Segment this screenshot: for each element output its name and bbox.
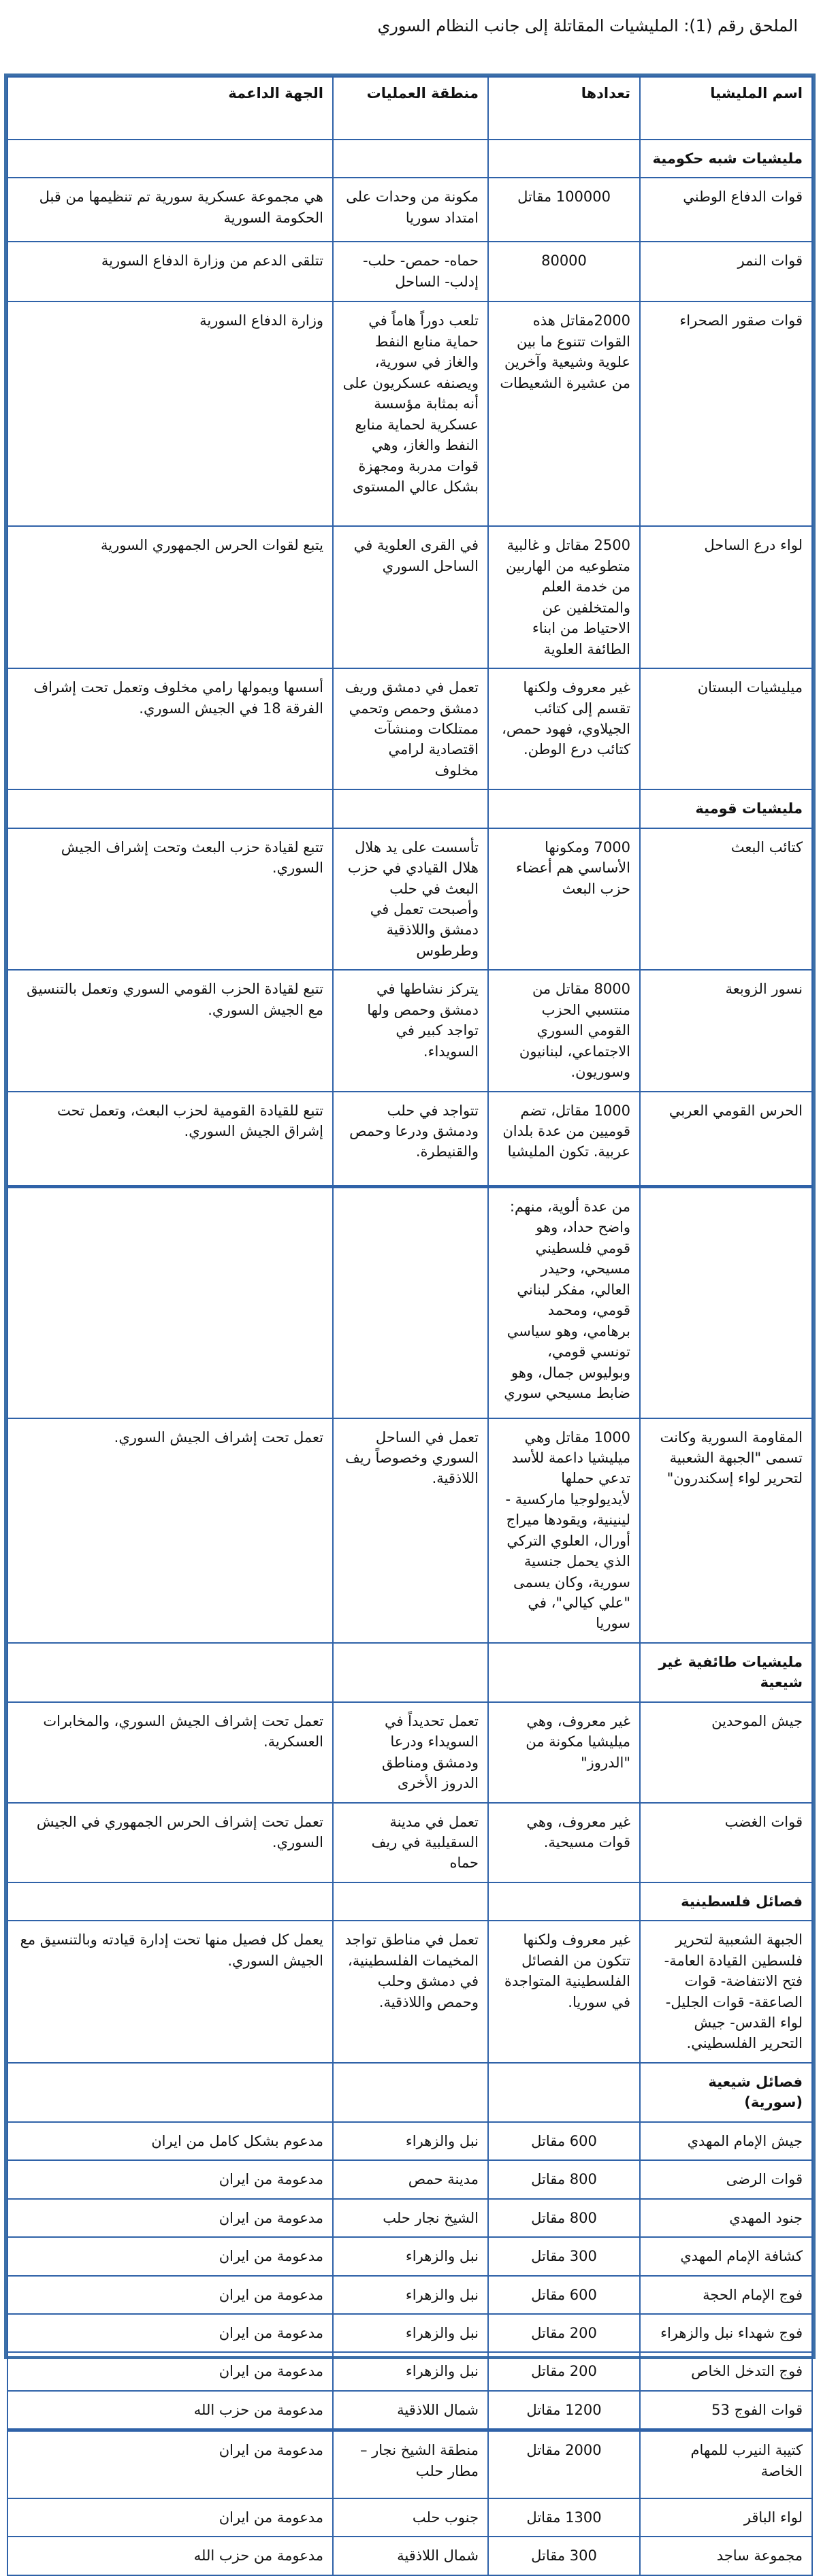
cell-count: غير معروف ولكنها تقسم إلى كتائب الجيلاوي، فهود حمص، كتائب درع الوطن. [488, 668, 640, 789]
cell-count: 1000 مقاتل، تضم قوميين من عدة بلدان عربية. تكون المليشيا [488, 1092, 640, 1187]
cell-name: مجموعة ساجد [640, 2537, 812, 2575]
section-title: مليشيات طائفية غير شيعية [640, 1643, 812, 1702]
cell-area: نبل والزهراء [333, 2352, 488, 2390]
cell-name: قوات الفوج 53 [640, 2391, 812, 2430]
cell-name: الجبهة الشعبية لتحرير فلسطين القيادة العامة- فتح الانتفاضة- قوات الصاعقة- قوات الجليل- لواء القدس- جيش التحرير الفلسطيني. [640, 1921, 812, 2063]
cell-support: يتبع لقوات الحرس الجمهوري السورية [7, 526, 333, 668]
cell-support: تعمل تحت إشراف الجيش السوري. [7, 1418, 333, 1643]
cell-count: 600 مقاتل [488, 2276, 640, 2314]
cell-support: تتبع للقيادة القومية لحزب البعث، وتعمل تحت إشراق الجيش السوري. [7, 1092, 333, 1187]
cell-count: 2000مقاتل هذه القوات تتنوع ما بين علوية وشيعية وآخرين من عشيرة الشعيطات [488, 301, 640, 526]
header-support: الجهة الداعمة [7, 77, 333, 140]
table-row [7, 2537, 812, 2575]
cell-name: جيش الموحدين [640, 1702, 812, 1803]
cell-name: كشافة الإمام المهدي [640, 2237, 812, 2275]
cell-count: غير معروف، وهي ميليشيا مكونة من "الدروز" [488, 1702, 640, 1803]
table-row [7, 970, 812, 1091]
cell-count: 2500 مقاتل و غالبية متطوعيه من الهاربين من خدمة العلم والمتخلفين عن الاحتياط من ابناء الطائفة العلوية [488, 526, 640, 668]
table-row [7, 178, 812, 242]
cell-support: مدعومة من ايران [7, 2352, 333, 2390]
cell-count: 200 مقاتل [488, 2314, 640, 2352]
cell-count: 600 مقاتل [488, 2122, 640, 2160]
cell-area: تأسست على يد هلال هلال القيادي في حزب البعث في حلب وأصبحت تعمل في دمشق واللاذقية وطرطوس [333, 828, 488, 971]
cell-name: كتيبة النيرب للمهام الخاصة [640, 2430, 812, 2498]
cell-count: 8000 مقاتل من منتسبي الحزب القومي السوري الاجتماعي، لبنانيون وسوريون. [488, 970, 640, 1091]
cell-area: نبل والزهراء [333, 2276, 488, 2314]
table-row [7, 1418, 812, 1643]
table-row [7, 242, 812, 301]
cell-area: جنوب حلب [333, 2498, 488, 2537]
cell-count: 800 مقاتل [488, 2199, 640, 2237]
table-row [7, 1092, 812, 1187]
document-title: الملحق رقم (1): المليشيات المقاتلة إلى جانب النظام السوري [377, 16, 798, 35]
cell-name: قوات النمر [640, 242, 812, 301]
header-area: منطقة العمليات [333, 77, 488, 140]
cell-support: مدعومة من حزب الله [7, 2537, 333, 2575]
cell-count: غير معروف ولكنها تتكون من الفصائل الفلسطينية المتواجدة في سوريا. [488, 1921, 640, 2063]
header-count: تعدادها [488, 77, 640, 140]
table-row [7, 301, 812, 526]
section-title: مليشيات شبه حكومية [640, 140, 812, 178]
cell-support: مدعومة من ايران [7, 2498, 333, 2537]
table-row [7, 2430, 812, 2498]
table-row [7, 2352, 812, 2390]
table-row [7, 526, 812, 668]
cell-area: الشيخ نجار حلب [333, 2199, 488, 2237]
table-row [7, 2276, 812, 2314]
cell-area: تعمل في مدينة السقيلبية في ريف حماه [333, 1803, 488, 1882]
cell-name: الحرس القومي العربي [640, 1092, 812, 1187]
cell-area: نبل والزهراء [333, 2237, 488, 2275]
cell-name: قوات الرضى [640, 2160, 812, 2198]
cell-count: 300 مقاتل [488, 2537, 640, 2575]
cell-support: أسسها ويمولها رامي مخلوف وتعمل تحت إشراف الفرقة 18 في الجيش السوري. [7, 668, 333, 789]
cell-count: 800 مقاتل [488, 2160, 640, 2198]
table-row [7, 2314, 812, 2352]
cell-area: مدينة حمص [333, 2160, 488, 2198]
cell-count: 1300 مقاتل [488, 2498, 640, 2537]
cell-area: تتواجد في حلب ودمشق ودرعا وحمص والقنيطرة. [333, 1092, 488, 1187]
section-title: فصائل شيعية (سورية) [640, 2063, 812, 2122]
cell-name: قوات الغضب [640, 1803, 812, 1882]
table-row [7, 668, 812, 789]
table-row [7, 2237, 812, 2275]
cell-area: نبل والزهراء [333, 2314, 488, 2352]
cell-support: تعمل تحت إشراف الحرس الجمهوري في الجيش السوري. [7, 1803, 333, 1882]
cell-count: 1200 مقاتل [488, 2391, 640, 2430]
section-title: مليشيات قومية [640, 789, 812, 828]
cell-name: ميليشيات البستان [640, 668, 812, 789]
cell-name: جنود المهدي [640, 2199, 812, 2237]
cell-area: في القرى العلوية في الساحل السوري [333, 526, 488, 668]
cell-name: المقاومة السورية وكانت تسمى "الجبهة الشعبية لتحرير لواء إسكندرون" [640, 1418, 812, 1643]
cell-area: تعمل تحديداً في السويداء ودرعا ودمشق ومناطق الدروز الأخرى [333, 1702, 488, 1803]
cell-count: 2000 مقاتل [488, 2430, 640, 2498]
table-header-row [7, 77, 812, 140]
cell-count: 100000 مقاتل [488, 178, 640, 242]
cell-support: مدعومة من ايران [7, 2276, 333, 2314]
cell-support: وزارة الدفاع السورية [7, 301, 333, 526]
table-row [7, 2160, 812, 2198]
table-row [7, 2122, 812, 2160]
section-row [7, 2063, 812, 2122]
cell-count: 7000 ومكونها الأساسي هم أعضاء حزب البعث [488, 828, 640, 971]
cell-count: غير معروف، وهي قوات مسيحية. [488, 1803, 640, 1882]
cell-support: تتبع لقيادة الحزب القومي السوري وتعمل بالتنسيق مع الجيش السوري. [7, 970, 333, 1091]
table-row [7, 828, 812, 971]
cell-name: نسور الزوبعة [640, 970, 812, 1091]
cell-count: 200 مقاتل [488, 2352, 640, 2390]
cell-support: مدعومة من ايران [7, 2199, 333, 2237]
table-row [7, 1803, 812, 1882]
cell-support: تعمل تحت إشراف الجيش السوري، والمخابرات العسكرية. [7, 1702, 333, 1803]
cell-name: فوج التدخل الخاص [640, 2352, 812, 2390]
cell-count: من عدة ألوية، منهم: واضح حداد، وهو قومي فلسطيني مسيحي، وحيدر العالي، مفكر لبناني قومي، ومحمد برهامي، وهو سياسي تونسي قومي، وبوليوس جمال، وهو ضابط مسيحي سوري [488, 1187, 640, 1418]
cell-support: مدعومة من ايران [7, 2314, 333, 2352]
cell-area: مكونة من وحدات على امتداد سوريا [333, 178, 488, 242]
cell-support: مدعوم بشكل كامل من ايران [7, 2122, 333, 2160]
cell-support: تتلقى الدعم من وزارة الدفاع السورية [7, 242, 333, 301]
cell-count: 1000 مقاتل وهي ميليشيا داعمة للأسد تدعي حملها لأيديولوجيا ماركسية - لينينية، ويقودها ميراج أورال، العلوي التركي الذي يحمل جنسية سورية، وكان يسمى "علي كيالي"، في سوريا [488, 1418, 640, 1643]
cell-name: قوات صقور الصحراء [640, 301, 812, 526]
cell-support: تتبع لقيادة حزب البعث وتحت إشراف الجيش السوري. [7, 828, 333, 971]
cell-support: مدعومة من ايران [7, 2160, 333, 2198]
militia-table-frame [4, 74, 816, 2564]
cell-area: يتركز نشاطها في دمشق وحمص ولها تواجد كبير في السويداء. [333, 970, 488, 1091]
header-name: اسم المليشيا [640, 77, 812, 140]
cell-support: مدعومة من ايران [7, 2237, 333, 2275]
section-row [7, 789, 812, 828]
table-row [7, 1702, 812, 1803]
table-row [7, 1921, 812, 2063]
cell-support: هي مجموعة عسكرية سورية تم تنظيمها من قبل الحكومة السورية [7, 178, 333, 242]
table-row [7, 1187, 812, 1418]
militia-table [7, 76, 813, 2576]
cell-area: حماه- حمص- حلب- إدلب- الساحل [333, 242, 488, 301]
cell-name: قوات الدفاع الوطني [640, 178, 812, 242]
cell-area: تلعب دوراً هاماً في حماية منابع النفط والغاز في سورية، ويصنفه عسكريون على أنه بمثابة مؤسسة عسكرية لحماية منابع النفط والغاز، وهي قوات مدربة ومجهزة بشكل عالي المستوى [333, 301, 488, 526]
section-row [7, 1643, 812, 1702]
cell-area: شمال اللاذقية [333, 2391, 488, 2430]
section-title: فصائل فلسطينية [640, 1882, 812, 1921]
cell-name: لواء الباقر [640, 2498, 812, 2537]
cell-support: مدعومة من ايران [7, 2430, 333, 2498]
cell-count: 300 مقاتل [488, 2237, 640, 2275]
cell-name: لواء درع الساحل [640, 526, 812, 668]
cell-area: نبل والزهراء [333, 2122, 488, 2160]
cell-name: كتائب البعث [640, 828, 812, 971]
cell-area: شمال اللاذقية [333, 2537, 488, 2575]
cell-support: مدعومة من حزب الله [7, 2391, 333, 2430]
cell-area: تعمل في مناطق تواجد المخيمات الفلسطينية، في دمشق وحلب وحمص واللاذقية. [333, 1921, 488, 2063]
table-row [7, 2498, 812, 2537]
section-row [7, 1882, 812, 1921]
cell-support: يعمل كل فصيل منها تحت إدارة قيادته وبالتنسيق مع الجيش السوري. [7, 1921, 333, 2063]
table-row [7, 2199, 812, 2237]
cell-count: 80000 [488, 242, 640, 301]
cell-name: فوج الإمام الحجة [640, 2276, 812, 2314]
cell-name: جيش الإمام المهدي [640, 2122, 812, 2160]
cell-name: فوج شهداء نبل والزهراء [640, 2314, 812, 2352]
table-row [7, 2391, 812, 2430]
section-row [7, 140, 812, 178]
cell-area: منطقة الشيخ نجار – مطار حلب [333, 2430, 488, 2498]
cell-area: تعمل في الساحل السوري وخصوصاً ريف اللاذقية. [333, 1418, 488, 1643]
cell-area: تعمل في دمشق وريف دمشق وحمص وتحمي ممتلكات ومنشآت اقتصادية لرامي مخلوف [333, 668, 488, 789]
